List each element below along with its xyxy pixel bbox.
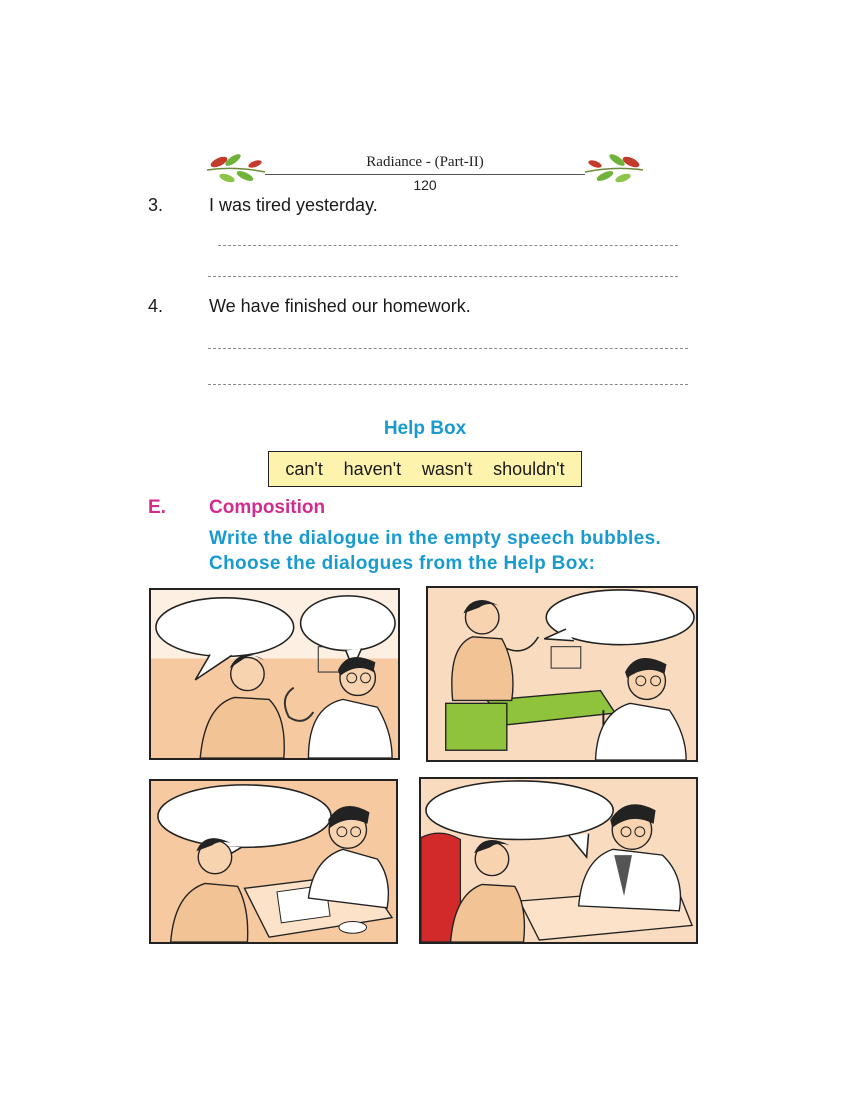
empty-speech-bubble[interactable]: [426, 781, 613, 840]
section-title: Composition: [209, 497, 326, 518]
help-word: shouldn't: [493, 458, 565, 479]
empty-speech-bubble[interactable]: [301, 596, 395, 651]
header-divider: [265, 174, 585, 175]
comic-panel-3: [149, 779, 398, 944]
help-box-title: Help Box: [383, 418, 467, 439]
help-word: haven't: [343, 458, 402, 479]
page-number: 120: [413, 177, 437, 193]
instruction-line: Write the dialogue in the empty speech bubbles.: [209, 528, 662, 549]
question-text: We have finished our homework.: [209, 296, 471, 316]
comic-panel-doctor-writing-prescription-icon: [151, 781, 396, 942]
page-header: [205, 150, 645, 195]
comic-panel-2: [426, 586, 698, 762]
answer-line[interactable]: [208, 348, 688, 349]
question-number: 4.: [148, 296, 164, 316]
instruction-line: Choose the dialogues from the Help Box:: [209, 553, 596, 574]
comic-panel-doctor-and-boy-talking-icon: [421, 779, 696, 942]
help-word: can't: [285, 458, 323, 479]
comic-panel-4: [419, 777, 698, 944]
empty-speech-bubble[interactable]: [158, 785, 331, 847]
leaf-branch-right-icon: [583, 150, 645, 186]
help-box: [268, 451, 582, 487]
header-title: Radiance - (Part-II): [366, 154, 484, 170]
empty-speech-bubble[interactable]: [156, 598, 294, 657]
question-number: 3.: [148, 195, 164, 215]
comic-panel-boy-on-examination-table-icon: [428, 588, 696, 760]
answer-line[interactable]: [208, 276, 678, 277]
question-text: I was tired yesterday.: [209, 195, 378, 215]
comic-panel-1: [149, 588, 400, 760]
help-word: wasn't: [421, 458, 473, 479]
answer-line[interactable]: [208, 384, 688, 385]
comic-panel-boy-doctor-stethoscope-icon: [151, 590, 398, 758]
section-letter: E.: [148, 497, 166, 518]
answer-line[interactable]: [218, 245, 678, 246]
